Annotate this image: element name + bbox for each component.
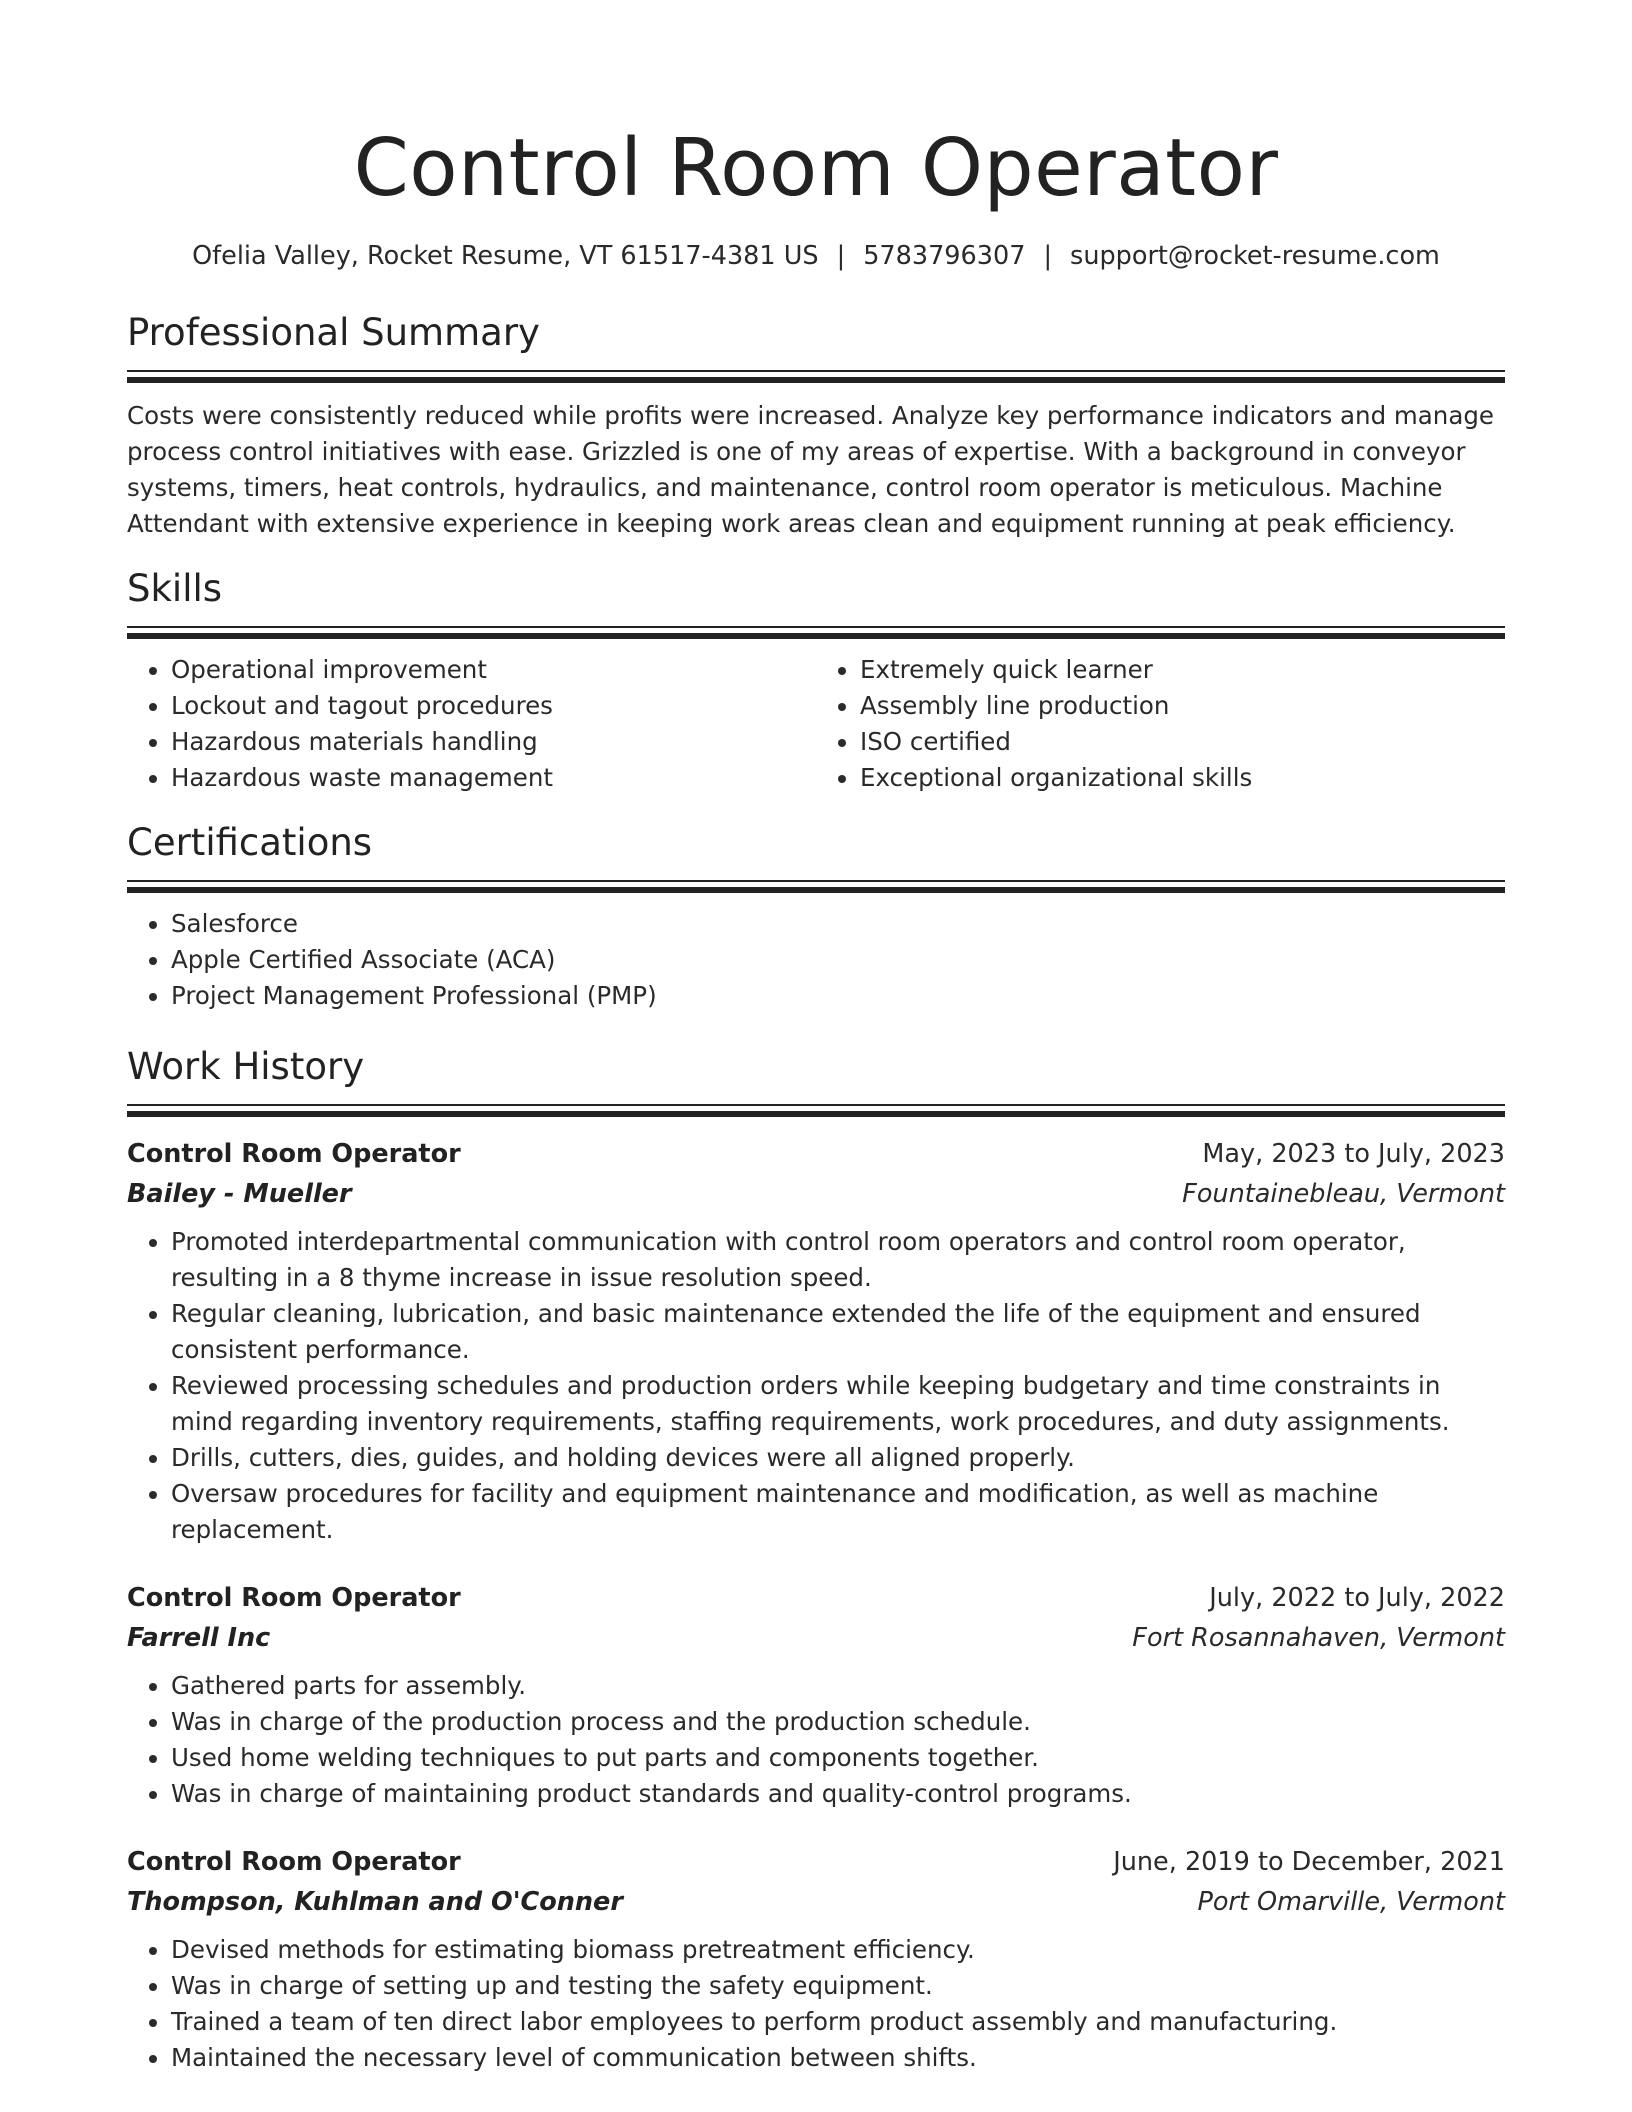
section-title-certifications: Certifications xyxy=(127,821,373,864)
job-title: Control Room Operator xyxy=(127,1583,461,1613)
section-title-summary: Professional Summary xyxy=(127,311,540,354)
job-bullet: • Promoted interdepartmental communication with control room operators and control room operator, resulting in a 8 thyme increase in issue resolution speed. xyxy=(171,1224,1505,1296)
section-divider xyxy=(127,880,1505,892)
skill-item: • Assembly line production xyxy=(860,688,1505,724)
contact-phone: 5783796307 xyxy=(863,241,1026,271)
job-bullet: • Drills, cutters, dies, guides, and holding devices were all aligned properly. xyxy=(171,1440,1505,1476)
contact-separator: | xyxy=(1043,241,1053,271)
job-bullet: • Was in charge of setting up and testing the safety equipment. xyxy=(171,1968,1505,2004)
job-bullets xyxy=(127,1932,1505,2076)
summary-text: Costs were consistently reduced while profits were increased. Analyze key performance indicators and manage process control initiatives with ease. Grizzled is one of my areas of expertise. With a background in conveyor systems, timers, heat controls, hydraulics, and maintenance, control room operator is meticulous. Machine Attendant with extensive experience in keeping work areas clean and equipment running at peak efficiency. xyxy=(127,401,1494,538)
skills-list-left xyxy=(127,652,816,796)
job-bullet: • Trained a team of ten direct labor employees to perform product assembly and manufacturing. xyxy=(171,2004,1505,2040)
section-divider xyxy=(127,1104,1505,1116)
job-header-row xyxy=(127,1842,1505,1882)
job-company-row xyxy=(127,1618,1505,1658)
job-bullet: • Gathered parts for assembly. xyxy=(171,1668,1505,1704)
job-dates: June, 2019 to December, 2021 xyxy=(1113,1847,1505,1877)
job-bullet: • Devised methods for estimating biomass pretreatment efficiency. xyxy=(171,1932,1505,1968)
job-bullets xyxy=(127,1224,1505,1548)
certification-item: • Salesforce xyxy=(171,906,1505,942)
job-dates: July, 2022 to July, 2022 xyxy=(1209,1583,1505,1613)
skills-list-right xyxy=(816,652,1505,796)
job-location: Fountainebleau, Vermont xyxy=(1182,1179,1505,1209)
skills-section xyxy=(127,564,1505,796)
section-divider xyxy=(127,626,1505,638)
skill-item: • Exceptional organizational skills xyxy=(860,760,1505,796)
job-title: Control Room Operator xyxy=(127,1847,461,1877)
job-header-row xyxy=(127,1134,1505,1174)
section-title-work-history: Work History xyxy=(127,1045,365,1088)
certification-item: • Apple Certified Associate (ACA) xyxy=(171,942,1505,978)
contact-address: Ofelia Valley, Rocket Resume, VT 61517-4381 US xyxy=(192,241,819,271)
job-bullets xyxy=(127,1668,1505,1812)
work-history-section xyxy=(127,1042,1505,2076)
skill-item: • Lockout and tagout procedures xyxy=(171,688,816,724)
job-entry xyxy=(127,1842,1505,2076)
certification-item: • Project Management Professional (PMP) xyxy=(171,978,1505,1014)
job-title: Control Room Operator xyxy=(127,1139,461,1169)
certifications-list xyxy=(127,906,1505,1014)
job-company-row xyxy=(127,1882,1505,1922)
skill-item: • Hazardous waste management xyxy=(171,760,816,796)
job-bullet: • Used home welding techniques to put parts and components together. xyxy=(171,1740,1505,1776)
job-bullet: • Maintained the necessary level of communication between shifts. xyxy=(171,2040,1505,2076)
job-bullet: • Reviewed processing schedules and production orders while keeping budgetary and time constraints in mind regarding inventory requirements, staffing requirements, work procedures, and duty assignments. xyxy=(171,1368,1505,1440)
contact-separator: | xyxy=(836,241,846,271)
resume-name: Control Room Operator xyxy=(353,122,1279,214)
contact-email[interactable]: support@rocket-resume.com xyxy=(1070,241,1440,271)
job-bullet: • Was in charge of the production process and the production schedule. xyxy=(171,1704,1505,1740)
skill-item: • Operational improvement xyxy=(171,652,816,688)
skill-item: • Hazardous materials handling xyxy=(171,724,816,760)
job-company-row xyxy=(127,1174,1505,1214)
certifications-section xyxy=(127,818,1505,1014)
job-company: Thompson, Kuhlman and O'Conner xyxy=(127,1887,623,1917)
summary-section xyxy=(127,308,1505,542)
job-dates: May, 2023 to July, 2023 xyxy=(1202,1139,1505,1169)
job-bullet: • Was in charge of maintaining product standards and quality-control programs. xyxy=(171,1776,1505,1812)
job-entry xyxy=(127,1134,1505,1548)
job-company: Farrell Inc xyxy=(127,1623,271,1653)
skill-item: • Extremely quick learner xyxy=(860,652,1505,688)
skills-columns xyxy=(127,652,1505,796)
job-location: Fort Rosannahaven, Vermont xyxy=(1132,1623,1505,1653)
job-header-row xyxy=(127,1578,1505,1618)
section-divider xyxy=(127,370,1505,382)
job-company: Bailey - Mueller xyxy=(127,1179,352,1209)
job-entry xyxy=(127,1578,1505,1812)
section-title-skills: Skills xyxy=(127,567,223,610)
job-location: Port Omarville, Vermont xyxy=(1197,1887,1505,1917)
skill-item: • ISO certified xyxy=(860,724,1505,760)
job-bullet: • Oversaw procedures for facility and equipment maintenance and modification, as well as machine replacement. xyxy=(171,1476,1505,1548)
job-bullet: • Regular cleaning, lubrication, and basic maintenance extended the life of the equipment and ensured consistent performance. xyxy=(171,1296,1505,1368)
contact-line xyxy=(127,238,1505,274)
